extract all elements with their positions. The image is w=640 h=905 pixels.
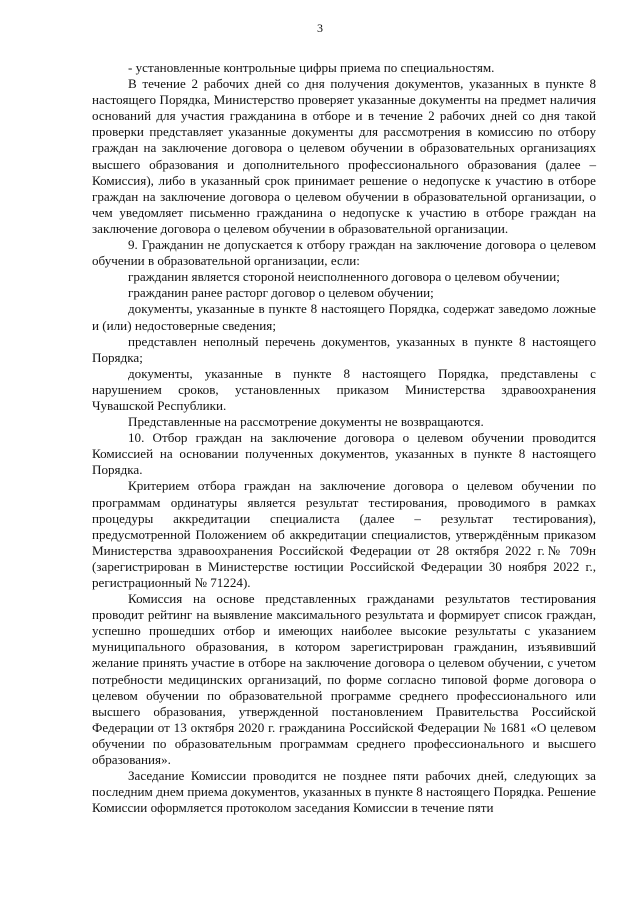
- paragraph-control-figures: - установленные контрольные цифры приема по специальностям.: [128, 60, 495, 75]
- paragraph-not-returned: Представленные на рассмотрение документы не возвращаются.: [128, 414, 484, 430]
- paragraph-incomplete-list: представлен неполный перечень документов, указанных в пункте 8 настоящего Порядка;: [92, 333, 596, 365]
- paragraph-false-info: документы, указанные в пункте 8 настоящего Порядка, содержат заведомо ложные и (или) недостоверные сведения;: [92, 301, 596, 333]
- paragraph-terminated-contract: гражданин ранее расторг договор о целевом обучении;: [128, 285, 434, 301]
- paragraph-item-9: 9. Гражданин не допускается к отбору граждан на заключение договора о целевом обучении в образовательной организации, если:: [92, 237, 596, 269]
- paragraph-selection-criterion: Критерием отбора граждан на заключение договора о целевом обучении по программам ординатуры является результат тестирования, проводимого в рамках процедуры аккредитации специалиста (далее – результат тестирования), предусмотренной Положением об аккредитации специалистов, утверждённым приказом Министерства здравоохранения Российской Федерации от 28 октября 2022 г.№ 709н (зарегистрирован в Министерстве юстиции Российской Федерации 30 ноября 2022 г., регистрационный № 71224).: [92, 478, 596, 590]
- paragraph-commission-rating: Комиссия на основе представленных гражданами результатов тестирования проводит рейтинг на выявление максимального результата и формирует список граждан, успешно прошедших отбор и имеющих наиболее высокие результаты с указанием муниципального образования, в котором зарегистрирован гражданин, изъявивший желание принять участие в отборе на заключение договора о целевом обучении, с учетом потребности медицинских организаций, по форме согласно типовой форме договора о целевом обучении по образовательной программе среднего профессионального или высшего образования, утвержденной постановлением Правительства Российской Федерации от 13 октября 2020 г. гражданина Российской Федерации № 1681 «О целевом обучении по образовательным программам среднего профессионального и высшего образования».: [92, 591, 596, 768]
- paragraph-unfulfilled-contract: гражданин является стороной неисполненного договора о целевом обучении;: [128, 269, 560, 285]
- paragraph-commission-meeting: Заседание Комиссии проводится не позднее пяти рабочих дней, следующих за последним днем приема документов, указанных в пункте 8 настоящего Порядка. Решение Комиссии оформляется протоколом заседания Комиссии в течение пяти: [92, 768, 596, 816]
- document-body: [92, 60, 596, 816]
- page-number: 3: [317, 21, 323, 35]
- paragraph-document-check: В течение 2 рабочих дней со дня получения документов, указанных в пункте 8 настоящего Порядка, Министерство проверяет указанные документы на предмет наличия оснований для участия гражданина в отборе и в течение 2 рабочих дней со дня такой проверки представляет указанные документы для рассмотрения в комиссию по отбору граждан на заключение договора о целевом обучении в образовательных организациях высшего образования и дополнительного профессионального образования (далее – Комиссия), либо в указанный срок принимает решение о недопуске к участию в отборе граждан на заключение договора о целевом обучении в образовательной организации, о чем уведомляет письменно гражданина о недопуске к участию в отборе граждан на заключение договора о целевом обучении в образовательной организации.: [92, 76, 596, 236]
- paragraph-item-10: 10. Отбор граждан на заключение договора о целевом обучении проводится Комиссией на основании полученных документов, указанных в пункте 8 настоящего Порядка.: [92, 430, 596, 478]
- paragraph-late-submission: документы, указанные в пункте 8 настоящего Порядка, представлены с нарушением сроков, установленных приказом Министерства здравоохранения Чувашской Республики.: [92, 365, 596, 413]
